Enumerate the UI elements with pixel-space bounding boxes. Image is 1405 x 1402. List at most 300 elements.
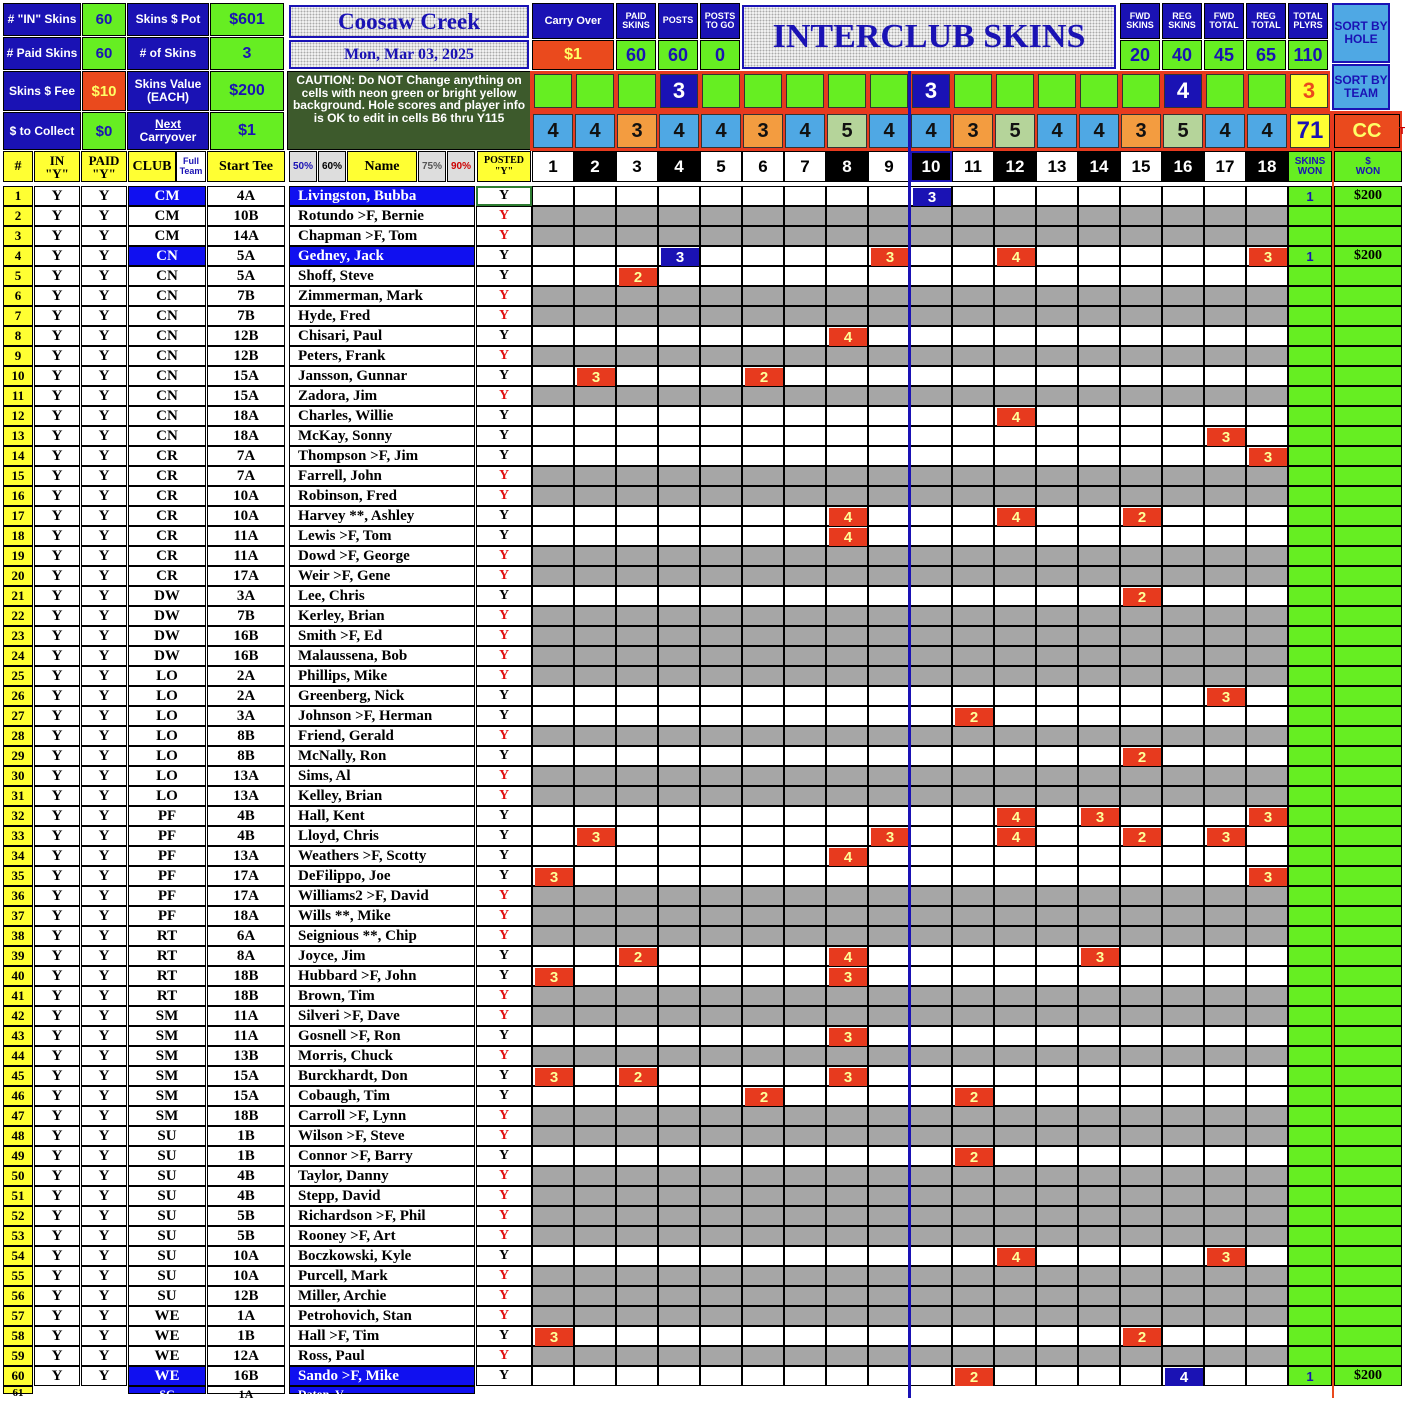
score-hole-14[interactable] [1078,1046,1120,1066]
posted-cell[interactable]: Y [476,446,532,466]
score-hole-12[interactable] [994,686,1036,706]
score-hole-3[interactable] [616,1126,658,1146]
score-hole-5[interactable] [700,586,742,606]
in-cell[interactable]: Y [34,1226,80,1246]
score-hole-3[interactable] [616,986,658,1006]
score-hole-4[interactable] [658,1286,700,1306]
score-hole-9[interactable] [868,1166,910,1186]
posted-cell[interactable]: Y [476,546,532,566]
tee-cell[interactable]: 15A [207,386,285,406]
score-hole-8[interactable] [826,1126,868,1146]
score-hole-18[interactable] [1246,926,1288,946]
player-name[interactable]: Greenberg, Nick [289,686,475,706]
score-hole-13[interactable] [1036,966,1078,986]
score-hole-13[interactable] [1036,686,1078,706]
score-hole-12[interactable] [994,346,1036,366]
score-hole-4[interactable] [658,1146,700,1166]
score-hole-15[interactable] [1120,446,1162,466]
score-hole-16[interactable] [1162,1266,1204,1286]
score-hole-3[interactable] [616,1086,658,1106]
score-hole-2[interactable] [574,706,616,726]
score-hole-18[interactable] [1246,666,1288,686]
score-hole-11[interactable] [952,446,994,466]
score-hole-6[interactable] [742,626,784,646]
score-hole-5[interactable] [700,326,742,346]
score-hole-17[interactable] [1204,306,1246,326]
club-cell[interactable]: SM [128,1026,206,1046]
posted-cell[interactable]: Y [476,1006,532,1026]
score-hole-2[interactable] [574,506,616,526]
score-hole-10[interactable] [910,826,952,846]
score-hole-9[interactable] [868,1226,910,1246]
tee-cell[interactable]: 11A [207,526,285,546]
score-hole-14[interactable] [1078,486,1120,506]
tee-cell[interactable]: 12B [207,326,285,346]
score-hole-8[interactable] [826,186,868,206]
score-hole-9[interactable] [868,466,910,486]
score-hole-13[interactable] [1036,306,1078,326]
paid-cell[interactable]: Y [81,426,127,446]
score-hole-18[interactable] [1246,1146,1288,1166]
posted-cell[interactable]: Y [476,246,532,266]
tee-cell[interactable]: 5A [207,246,285,266]
posted-cell[interactable]: Y [476,1186,532,1206]
score-hole-5[interactable] [700,226,742,246]
score-hole-2[interactable] [574,646,616,666]
score-hole-18[interactable] [1246,586,1288,606]
score-hole-17[interactable] [1204,526,1246,546]
score-hole-5[interactable] [700,1066,742,1086]
posted-cell[interactable]: Y [476,826,532,846]
score-hole-6[interactable] [742,286,784,306]
score-hole-17[interactable] [1204,1206,1246,1226]
score-hole-2[interactable] [574,586,616,606]
score-hole-17[interactable] [1204,706,1246,726]
score-hole-11[interactable] [952,286,994,306]
score-hole-18[interactable] [1246,846,1288,866]
score-hole-14[interactable] [1078,266,1120,286]
score-hole-6[interactable] [742,1366,784,1386]
club-cell[interactable]: CN [128,266,206,286]
player-name[interactable]: Silveri >F, Dave [289,1006,475,1026]
score-hole-1[interactable] [532,386,574,406]
score-hole-3[interactable] [616,1106,658,1126]
score-hole-16[interactable] [1162,446,1204,466]
score-hole-6[interactable] [742,966,784,986]
score-hole-6[interactable] [742,846,784,866]
paid-cell[interactable]: Y [81,266,127,286]
score-hole-16[interactable] [1162,286,1204,306]
score-hole-10[interactable] [910,686,952,706]
player-name[interactable]: Chisari, Paul [289,326,475,346]
score-hole-3[interactable] [616,246,658,266]
score-hole-2[interactable] [574,1106,616,1126]
score-hole-14[interactable] [1078,826,1120,846]
club-cell[interactable]: SU [128,1166,206,1186]
score-hole-12[interactable] [994,646,1036,666]
score-hole-3[interactable] [616,326,658,346]
score-hole-7[interactable] [784,686,826,706]
club-cell[interactable]: WE [128,1306,206,1326]
score-hole-7[interactable] [784,466,826,486]
tee-cell[interactable]: 11A [207,1006,285,1026]
posted-cell[interactable]: Y [476,326,532,346]
score-hole-1[interactable] [532,1246,574,1266]
score-hole-16[interactable] [1162,246,1204,266]
score-hole-17[interactable] [1204,1126,1246,1146]
score-hole-5[interactable] [700,606,742,626]
score-hole-11[interactable] [952,1346,994,1366]
score-hole-7[interactable] [784,606,826,626]
score-hole-18[interactable] [1246,826,1288,846]
posted-cell[interactable]: Y [476,1026,532,1046]
score-hole-18[interactable] [1246,1206,1288,1226]
score-hole-14[interactable] [1078,726,1120,746]
player-name[interactable]: Rotundo >F, Bernie [289,206,475,226]
in-cell[interactable]: Y [34,686,80,706]
score-hole-8[interactable] [826,566,868,586]
club-cell[interactable]: CR [128,546,206,566]
score-hole-8[interactable] [826,746,868,766]
paid-cell[interactable]: Y [81,346,127,366]
score-hole-13[interactable] [1036,546,1078,566]
score-hole-5[interactable] [700,526,742,546]
score-hole-18[interactable] [1246,1226,1288,1246]
score-hole-11[interactable] [952,686,994,706]
score-hole-1[interactable] [532,666,574,686]
score-hole-17[interactable] [1204,566,1246,586]
score-hole-9[interactable] [868,286,910,306]
score-hole-16[interactable] [1162,346,1204,366]
score-hole-14[interactable] [1078,1126,1120,1146]
score-hole-8[interactable] [826,1326,868,1346]
score-hole-1[interactable] [532,306,574,326]
score-hole-8[interactable] [826,1006,868,1026]
score-hole-3[interactable] [616,506,658,526]
score-hole-5[interactable] [700,1126,742,1146]
paid-cell[interactable]: Y [81,986,127,1006]
player-name[interactable]: Burckhardt, Don [289,1066,475,1086]
score-hole-8[interactable] [826,1026,868,1046]
score-hole-1[interactable] [532,246,574,266]
score-hole-5[interactable] [700,906,742,926]
in-cell[interactable]: Y [34,1166,80,1186]
score-hole-3[interactable] [616,786,658,806]
tee-cell[interactable]: 17A [207,566,285,586]
club-cell[interactable]: LO [128,766,206,786]
posted-cell[interactable]: Y [476,1086,532,1106]
score-hole-8[interactable] [826,1086,868,1106]
club-cell[interactable]: SU [128,1126,206,1146]
score-hole-4[interactable] [658,706,700,726]
score-hole-12[interactable] [994,766,1036,786]
score-hole-13[interactable] [1036,1306,1078,1326]
score-hole-8[interactable] [826,1366,868,1386]
in-cell[interactable]: Y [34,1026,80,1046]
score-hole-1[interactable] [532,286,574,306]
score-hole-6[interactable] [742,1186,784,1206]
score-hole-13[interactable] [1036,1006,1078,1026]
score-hole-4[interactable] [658,366,700,386]
player-name[interactable]: Lee, Chris [289,586,475,606]
score-hole-5[interactable] [700,546,742,566]
score-hole-15[interactable] [1120,1226,1162,1246]
score-hole-17[interactable] [1204,1246,1246,1266]
score-hole-9[interactable] [868,1146,910,1166]
score-hole-12[interactable] [994,1306,1036,1326]
score-hole-4[interactable] [658,406,700,426]
score-hole-9[interactable] [868,806,910,826]
score-hole-15[interactable] [1120,1306,1162,1326]
score-hole-3[interactable] [616,1066,658,1086]
score-hole-18[interactable] [1246,946,1288,966]
score-hole-11[interactable] [952,906,994,926]
score-hole-16[interactable] [1162,1246,1204,1266]
score-hole-16[interactable] [1162,386,1204,406]
score-hole-3[interactable] [616,466,658,486]
score-hole-11[interactable] [952,1326,994,1346]
player-name[interactable]: Hall, Kent [289,806,475,826]
score-hole-8[interactable] [826,326,868,346]
score-hole-17[interactable] [1204,206,1246,226]
in-cell[interactable]: Y [34,366,80,386]
score-hole-18[interactable] [1246,1346,1288,1366]
score-hole-5[interactable] [700,1026,742,1046]
score-hole-8[interactable] [826,366,868,386]
score-hole-2[interactable] [574,786,616,806]
score-hole-7[interactable] [784,1246,826,1266]
score-hole-18[interactable] [1246,686,1288,706]
pct-60-button[interactable]: 60% [318,151,346,182]
score-hole-18[interactable] [1246,1046,1288,1066]
score-hole-3[interactable] [616,566,658,586]
score-hole-10[interactable] [910,1166,952,1186]
score-hole-2[interactable] [574,626,616,646]
score-hole-3[interactable] [616,526,658,546]
posted-cell[interactable]: Y [476,306,532,326]
score-hole-11[interactable] [952,1306,994,1326]
score-hole-9[interactable] [868,1066,910,1086]
score-hole-6[interactable] [742,1146,784,1166]
club-cell[interactable]: SU [128,1186,206,1206]
tee-cell[interactable]: 18B [207,1106,285,1126]
score-hole-1[interactable] [532,1226,574,1246]
score-hole-1[interactable] [532,706,574,726]
score-hole-2[interactable] [574,546,616,566]
score-hole-10[interactable] [910,586,952,606]
posted-cell[interactable]: Y [476,1346,532,1366]
score-hole-10[interactable] [910,1066,952,1086]
score-hole-12[interactable] [994,186,1036,206]
score-hole-12[interactable] [994,1286,1036,1306]
score-hole-6[interactable] [742,766,784,786]
score-hole-8[interactable] [826,606,868,626]
score-hole-9[interactable] [868,866,910,886]
score-hole-13[interactable] [1036,346,1078,366]
score-hole-7[interactable] [784,1146,826,1166]
score-hole-15[interactable] [1120,606,1162,626]
score-hole-16[interactable] [1162,806,1204,826]
club-cell[interactable]: SM [128,1106,206,1126]
posted-cell[interactable]: Y [476,1326,532,1346]
player-name[interactable]: Kerley, Brian [289,606,475,626]
score-hole-6[interactable] [742,486,784,506]
score-hole-8[interactable] [826,1346,868,1366]
score-hole-8[interactable] [826,226,868,246]
score-hole-15[interactable] [1120,1106,1162,1126]
posted-cell[interactable]: Y [476,1246,532,1266]
score-hole-18[interactable] [1246,1286,1288,1306]
score-hole-11[interactable] [952,406,994,426]
score-hole-14[interactable] [1078,246,1120,266]
score-hole-3[interactable] [616,1326,658,1346]
tee-cell[interactable]: 11A [207,1026,285,1046]
score-hole-9[interactable] [868,346,910,366]
score-hole-11[interactable] [952,866,994,886]
score-hole-9[interactable] [868,526,910,546]
score-hole-15[interactable] [1120,966,1162,986]
club-cell[interactable]: SM [128,1086,206,1106]
score-hole-17[interactable] [1204,1026,1246,1046]
score-hole-2[interactable] [574,266,616,286]
score-hole-14[interactable] [1078,866,1120,886]
posted-cell[interactable]: Y [476,1046,532,1066]
score-hole-7[interactable] [784,1166,826,1186]
score-hole-6[interactable] [742,186,784,206]
tee-cell[interactable]: 12A [207,1346,285,1366]
score-hole-14[interactable] [1078,926,1120,946]
score-hole-2[interactable] [574,746,616,766]
tee-cell[interactable]: 10A [207,486,285,506]
score-hole-8[interactable] [826,1146,868,1166]
score-hole-8[interactable] [826,206,868,226]
in-cell[interactable]: Y [34,486,80,506]
score-hole-10[interactable] [910,1366,952,1386]
score-hole-8[interactable] [826,726,868,746]
score-hole-9[interactable] [868,1366,910,1386]
score-hole-10[interactable] [910,506,952,526]
score-hole-4[interactable] [658,1366,700,1386]
score-hole-10[interactable] [910,1266,952,1286]
score-hole-4[interactable] [658,506,700,526]
score-hole-14[interactable] [1078,966,1120,986]
in-cell[interactable]: Y [34,566,80,586]
score-hole-12[interactable] [994,666,1036,686]
club-cell[interactable]: CR [128,566,206,586]
score-hole-2[interactable] [574,926,616,946]
in-cell[interactable]: Y [34,1146,80,1166]
score-hole-2[interactable] [574,1026,616,1046]
score-hole-15[interactable] [1120,386,1162,406]
score-hole-9[interactable] [868,1266,910,1286]
score-hole-2[interactable] [574,1046,616,1066]
tee-cell[interactable]: 8B [207,746,285,766]
score-hole-9[interactable] [868,386,910,406]
score-hole-1[interactable] [532,906,574,926]
in-cell[interactable]: Y [34,1246,80,1266]
pct-50-button[interactable]: 50% [289,151,317,182]
score-hole-13[interactable] [1036,1166,1078,1186]
score-hole-5[interactable] [700,1146,742,1166]
score-hole-5[interactable] [700,746,742,766]
score-hole-7[interactable] [784,426,826,446]
score-hole-13[interactable] [1036,406,1078,426]
score-hole-1[interactable] [532,1186,574,1206]
score-hole-6[interactable] [742,346,784,366]
score-hole-17[interactable] [1204,226,1246,246]
tee-cell[interactable]: 7A [207,466,285,486]
paid-cell[interactable]: Y [81,306,127,326]
score-hole-5[interactable] [700,486,742,506]
player-name[interactable]: DeFilippo, Joe [289,866,475,886]
score-hole-18[interactable] [1246,1126,1288,1146]
score-hole-17[interactable] [1204,946,1246,966]
club-cell[interactable]: CM [128,186,206,206]
score-hole-6[interactable] [742,706,784,726]
score-hole-6[interactable] [742,1246,784,1266]
score-hole-17[interactable] [1204,766,1246,786]
score-hole-14[interactable] [1078,626,1120,646]
score-hole-4[interactable] [658,1006,700,1026]
score-hole-15[interactable] [1120,626,1162,646]
score-hole-3[interactable] [616,306,658,326]
score-hole-15[interactable] [1120,846,1162,866]
score-hole-10[interactable] [910,766,952,786]
score-hole-3[interactable] [616,806,658,826]
tee-cell[interactable]: 10A [207,506,285,526]
player-name[interactable]: Taylor, Danny [289,1166,475,1186]
score-hole-11[interactable] [952,946,994,966]
paid-cell[interactable]: Y [81,606,127,626]
score-hole-2[interactable] [574,186,616,206]
score-hole-6[interactable] [742,226,784,246]
in-cell[interactable]: Y [34,766,80,786]
in-cell[interactable]: Y [34,826,80,846]
in-cell[interactable]: Y [34,526,80,546]
score-hole-8[interactable] [826,946,868,966]
score-hole-16[interactable] [1162,626,1204,646]
score-hole-12[interactable] [994,1146,1036,1166]
score-hole-16[interactable] [1162,1306,1204,1326]
score-hole-3[interactable] [616,926,658,946]
score-hole-9[interactable] [868,1026,910,1046]
score-hole-8[interactable] [826,626,868,646]
score-hole-9[interactable] [868,586,910,606]
score-hole-3[interactable] [616,626,658,646]
score-hole-16[interactable] [1162,1186,1204,1206]
score-hole-14[interactable] [1078,406,1120,426]
score-hole-14[interactable] [1078,1286,1120,1306]
score-hole-15[interactable] [1120,1066,1162,1086]
score-hole-13[interactable] [1036,1286,1078,1306]
score-hole-10[interactable] [910,1326,952,1346]
paid-cell[interactable]: Y [81,1306,127,1326]
score-hole-11[interactable] [952,306,994,326]
score-hole-18[interactable] [1246,766,1288,786]
score-hole-12[interactable] [994,806,1036,826]
score-hole-4[interactable] [658,426,700,446]
sort-by-team-button[interactable]: SORT BY TEAM [1332,64,1390,110]
score-hole-13[interactable] [1036,646,1078,666]
club-cell[interactable]: PF [128,826,206,846]
score-hole-15[interactable] [1120,1206,1162,1226]
score-hole-18[interactable] [1246,186,1288,206]
score-hole-1[interactable] [532,726,574,746]
in-cell[interactable]: Y [34,326,80,346]
score-hole-6[interactable] [742,466,784,486]
score-hole-12[interactable] [994,1266,1036,1286]
tee-cell[interactable]: 14A [207,226,285,246]
